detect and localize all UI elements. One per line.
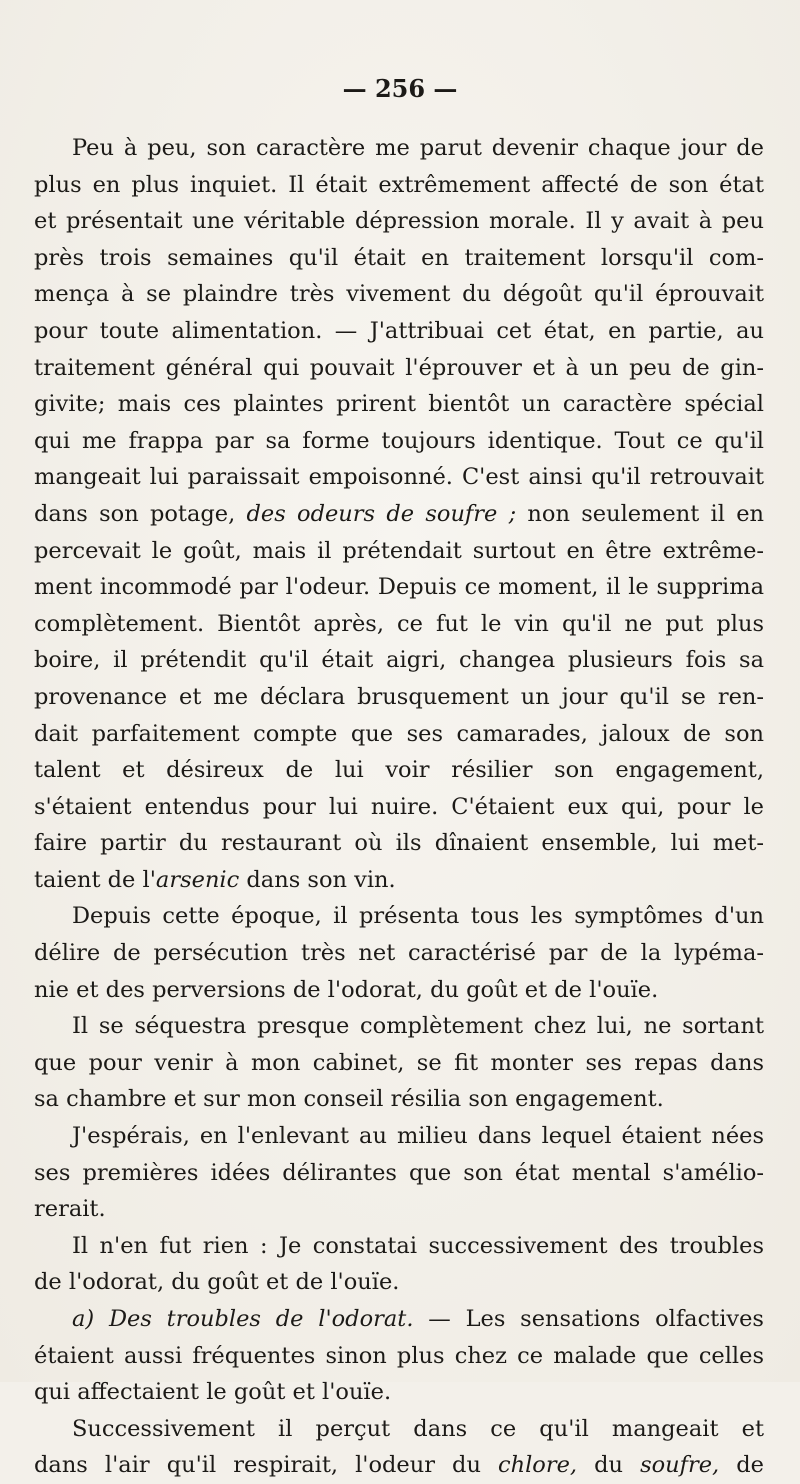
text-line [34,716,764,753]
text-segment: qui affectaient le goût et l'ouïe. [34,1379,392,1406]
text-segment: Successivement il perçut dans ce qu'il mangeait et [72,1415,764,1442]
text-segment: Depuis cette époque, il présenta tous les symptômes d'un [72,903,764,930]
text-line [34,606,764,643]
text-line [34,386,764,423]
text-line [34,1045,764,1082]
text-segment: dait parfaitement compte que ses camarades, jaloux de son [34,720,764,747]
text-line [34,569,764,606]
text-segment: dans son potage, [34,500,247,527]
text-line [34,350,764,387]
text-line [34,1155,764,1192]
text-segment: de [719,1452,764,1479]
text-segment: givite; mais ces plaintes prirent bientôt un caractère spécial [34,391,764,418]
text-line [34,276,764,313]
text-line [34,459,764,496]
text-segment: mença à se plaindre très vivement du dégoût qu'il éprouvait [34,281,764,308]
text-line [34,935,764,972]
text-line [34,642,764,679]
text-segment: percevait le goût, mais il prétendait surtout en être extrême- [34,537,764,564]
text-line [34,1228,764,1265]
text-line [34,203,764,240]
text-line [34,533,764,570]
text-line [34,1081,764,1118]
text-line [34,825,764,862]
text-segment: nie et des perversions de l'odorat, du goût et de l'ouïe. [34,976,659,1003]
text-line [34,167,764,204]
text-segment: et présentait une véritable dépression morale. Il y avait à peu [34,208,764,235]
text-segment: ment incommodé par l'odeur. Depuis ce moment, il le supprima [34,574,764,601]
text-segment: Peu à peu, son caractère me parut devenir chaque jour de [72,135,764,161]
page-number: — 256 — [342,74,458,103]
text-line [34,1447,764,1484]
text-segment: plus en plus inquiet. Il était extrêmement affecté de son état [34,171,764,198]
text-segment: — Les sensations olfactives [413,1306,764,1332]
text-segment: dans l'air qu'il respirait, l'odeur du [34,1452,498,1479]
text-segment: sa chambre et sur mon conseil résilia son engagement. [34,1086,664,1113]
text-segment: provenance et me déclara brusquement un jour qu'il se ren- [34,683,764,710]
text-segment: J'espérais, en l'enlevant au milieu dans lequel étaient nées [72,1123,764,1150]
text-segment: délire de persécution très net caractérisé par de la lypéma- [34,940,764,967]
text-line [34,1191,764,1228]
italic-segment: a) Des troubles de l'odorat. [72,1306,414,1332]
text-segment: talent et désireux de lui voir résilier son engagement, [34,757,764,784]
text-line [34,1264,764,1301]
text-line [34,1008,764,1045]
text-segment: ses premières idées délirantes que son état mental s'amélio- [34,1159,764,1186]
text-line [34,789,764,826]
italic-segment: chlore, [498,1452,578,1479]
text-segment: étaient aussi fréquentes sinon plus chez ce malade que celles [34,1342,764,1369]
body-text [34,130,764,1484]
text-segment: rerait. [34,1196,106,1223]
text-segment: du [577,1452,641,1479]
text-segment: qui me frappa par sa forme toujours identique. Tout ce qu'il [34,427,764,454]
text-segment: Il se séquestra presque complètement chez lui, ne sortant [72,1013,764,1040]
text-segment: taient de l' [34,866,156,893]
text-line [34,1301,764,1338]
text-segment: dans son vin. [239,866,396,893]
text-segment: près trois semaines qu'il était en traitement lorsqu'il com- [34,244,764,271]
text-segment: faire partir du restaurant où ils dînaient ensemble, lui met- [34,830,764,857]
text-segment: traitement général qui pouvait l'éprouver et à un peu de gin- [34,354,764,381]
text-segment: non seulement il en [516,500,764,527]
text-line [34,1374,764,1411]
text-segment: boire, il prétendit qu'il était aigri, changea plusieurs fois sa [34,647,764,674]
text-line [34,752,764,789]
text-line [34,1411,764,1448]
text-segment: mangeait lui paraissait empoisonné. C'est ainsi qu'il retrouvait [34,464,764,491]
italic-segment: des odeurs de soufre ; [246,500,517,527]
text-line [34,496,764,533]
italic-segment: arsenic [155,866,240,893]
text-line [34,240,764,277]
text-line [34,1338,764,1375]
italic-segment: soufre, [640,1452,720,1479]
text-line [34,679,764,716]
text-segment: complètement. Bientôt après, ce fut le vin qu'il ne put plus [34,610,764,637]
text-segment: pour toute alimentation. — J'attribuai cet état, en partie, au [34,317,764,344]
text-line [34,898,764,935]
text-line [34,972,764,1009]
text-line [34,130,764,167]
text-segment: s'étaient entendus pour lui nuire. C'étaient eux qui, pour le [34,793,764,820]
text-segment: de l'odorat, du goût et de l'ouïe. [34,1269,400,1296]
text-line [34,862,764,899]
text-line [34,1118,764,1155]
text-segment: que pour venir à mon cabinet, se fit monter ses repas dans [34,1049,764,1076]
text-line [34,423,764,460]
text-line [34,313,764,350]
text-segment: Il n'en fut rien : Je constatai successivement des troubles [72,1232,764,1259]
